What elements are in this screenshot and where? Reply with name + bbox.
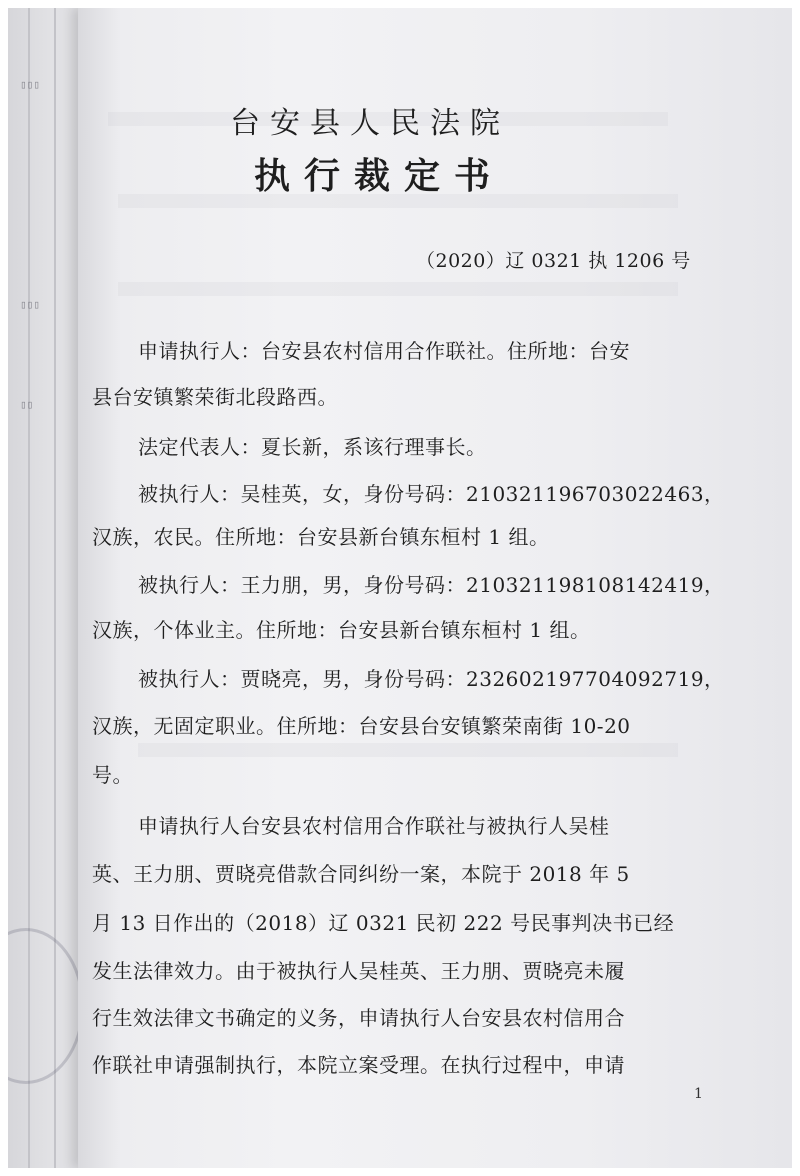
body-line-13: 月 13 日作出的（2018）辽 0321 民初 222 号民事判决书已经 — [92, 911, 675, 935]
body-line-10: 号。 — [92, 763, 133, 787]
body-line-6: 被执行人：王力朋，男，身份号码：210321198108142419， — [138, 573, 725, 597]
body-line-11: 申请执行人台安县农村信用合作联社与被执行人吴桂 — [138, 814, 610, 838]
show-through-line — [118, 282, 678, 296]
body-line-16: 作联社申请强制执行，本院立案受理。在执行过程中，申请 — [92, 1053, 625, 1077]
body-line-7: 汉族，个体业主。住所地：台安县新台镇东桓村 1 组。 — [92, 618, 591, 642]
body-line-14: 发生法律效力。由于被执行人吴桂英、王力朋、贾晓亮未履 — [92, 959, 625, 983]
document-title: 执行裁定书 — [254, 155, 505, 197]
faint-marks: ▯▯▯ — [20, 298, 40, 311]
document-photo — [8, 8, 792, 1168]
court-name: 台安县人民法院 — [230, 106, 510, 141]
body-line-9: 汉族，无固定职业。住所地：台安县台安镇繁荣南街 10-20 — [92, 714, 631, 738]
body-line-15: 行生效法律文书确定的义务，申请执行人台安县农村信用合 — [92, 1006, 625, 1030]
faint-marks: ▯▯▯ — [20, 78, 40, 91]
body-line-4: 被执行人：吴桂英，女，身份号码：210321196703022463， — [138, 482, 725, 506]
body-line-5: 汉族，农民。住所地：台安县新台镇东桓村 1 组。 — [92, 525, 550, 549]
body-line-2: 县台安镇繁荣街北段路西。 — [92, 385, 338, 409]
body-line-3: 法定代表人：夏长新，系该行理事长。 — [138, 435, 487, 459]
body-line-8: 被执行人：贾晓亮，男，身份号码：232602197704092719， — [138, 667, 725, 691]
body-line-1: 申请执行人：台安县农村信用合作联社。住所地：台安 — [138, 339, 630, 363]
page-number: 1 — [694, 1086, 704, 1102]
show-through-line — [138, 743, 678, 757]
body-line-12: 英、王力朋、贾晓亮借款合同纠纷一案，本院于 2018 年 5 — [92, 862, 630, 886]
faint-marks: ▯▯ — [20, 398, 34, 411]
seal-stamp-icon — [8, 928, 84, 1084]
case-number: （2020）辽 0321 执 1206 号 — [416, 250, 691, 272]
